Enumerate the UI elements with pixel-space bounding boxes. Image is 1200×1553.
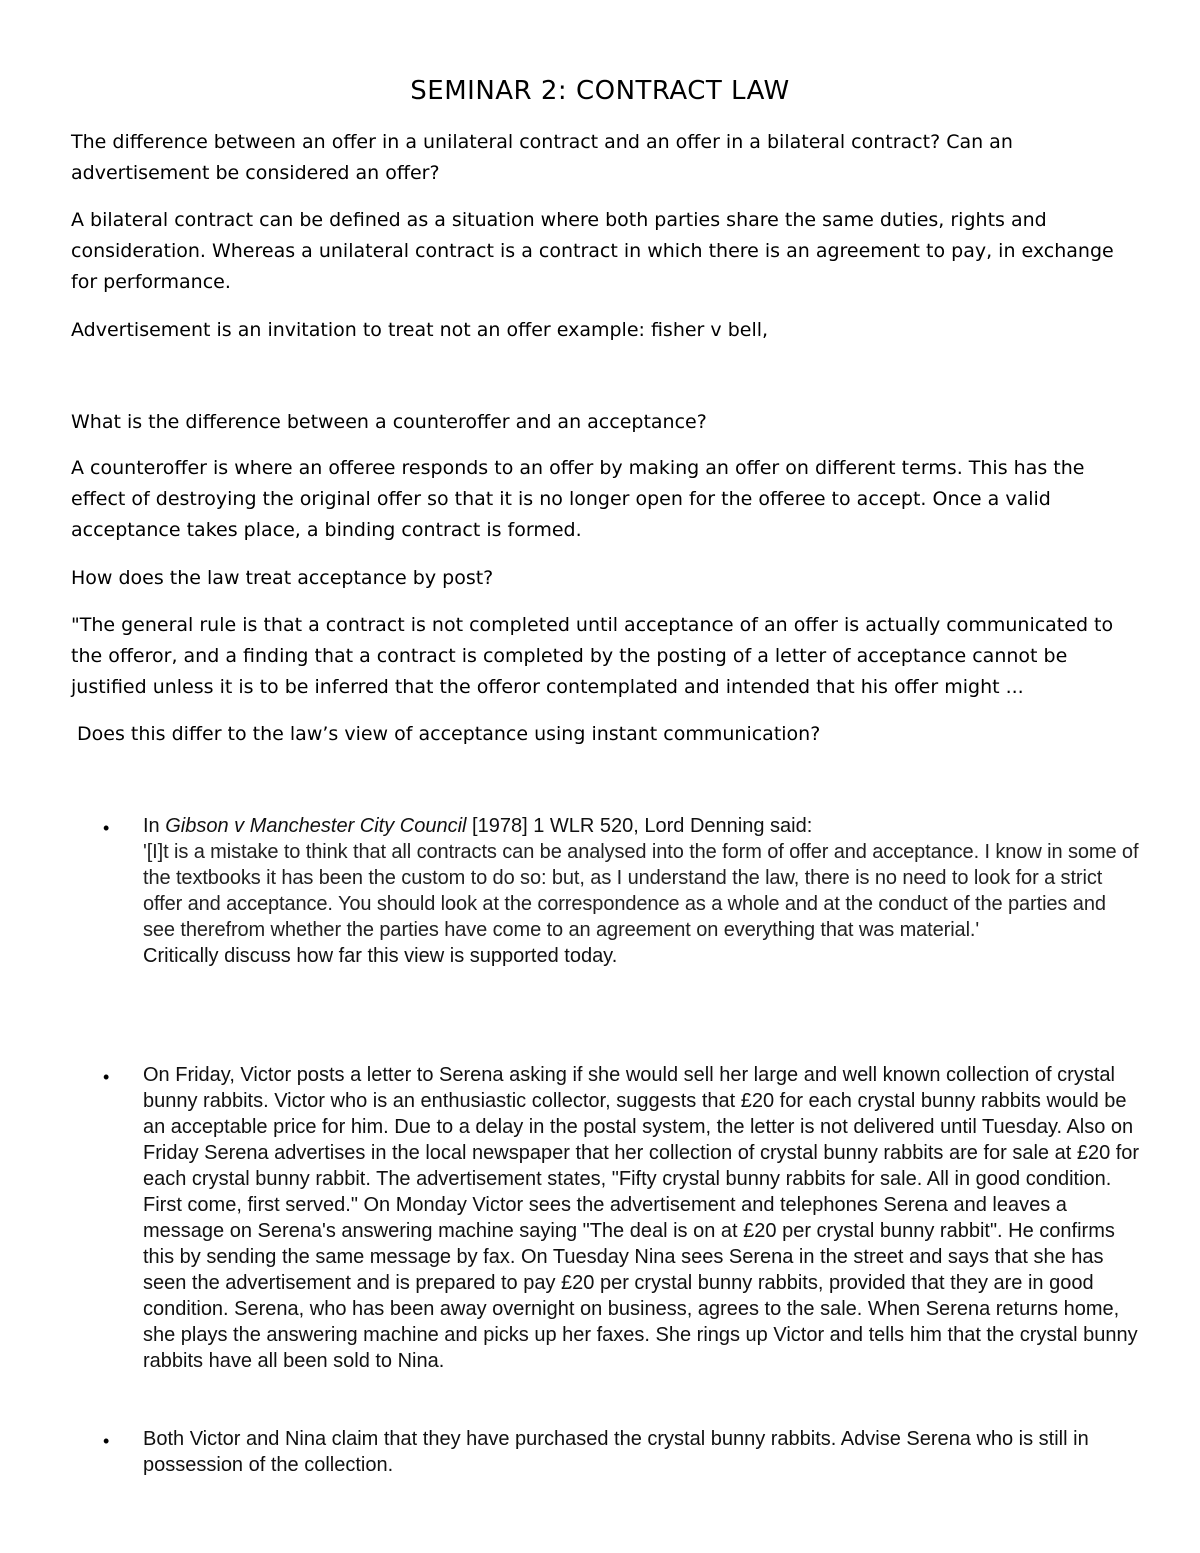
bullet-gibson — [143, 813, 1143, 969]
question-counteroffer: What is the difference between a counteroffer and an acceptance? — [71, 411, 707, 433]
denning-quote: '[I]t is a mistake to think that all contracts can be analysed into the form of offer and acceptance. I know in some of the textbooks it has been the custom to do so: but, as I understand the law, there is no need to look for a strict offer and acceptance. You should look at the correspondence as a whole and at the conduct of the parties and see therefrom whether the parties have come to an agreement on everything that was material.' — [143, 841, 1139, 941]
citation-detail: [1978] 1 WLR 520, Lord Denning said: — [472, 815, 813, 837]
answer-counteroffer: A counteroffer is where an offeree responds to an offer by making an offer on different terms. This has the effect of destroying the original offer so that it is no longer open for the offeree to accept. Once a valid acceptance takes place, a binding contract is formed. — [71, 457, 1085, 541]
citation-prefix: In — [143, 815, 160, 837]
discussion-task: Critically discuss how far this view is supported today. — [143, 945, 618, 967]
case-name: Gibson v Manchester City Council — [165, 815, 467, 837]
bullet-marker: • — [103, 1431, 110, 1451]
bullet-marker: • — [103, 818, 110, 838]
question-instant-communication: Does this differ to the law’s view of acceptance using instant communication? — [77, 723, 821, 745]
bullet-marker: • — [103, 1067, 110, 1087]
question-postal-acceptance: How does the law treat acceptance by post? — [71, 567, 494, 589]
answer-bilateral-unilateral: A bilateral contract can be defined as a situation where both parties share the same duties, rights and consideration. Whereas a unilateral contract is a contract in which there is an agreement to pay, in exchange for performance. — [71, 209, 1114, 293]
page-title: SEMINAR 2: CONTRACT LAW — [410, 76, 790, 106]
bullet-scenario: On Friday, Victor posts a letter to Serena asking if she would sell her large and well known collection of crystal bunny rabbits. Victor who is an enthusiastic collector, suggests that £20 for each crystal bunny rabbits would be an acceptable price for him. Due to a delay in the postal system, the letter is not delivered until Tuesday. Also on Friday Serena advertises in the local newspaper that her collection of crystal bunny rabbits are for sale at £20 for each crystal bunny rabbit. The advertisement states, "Fifty crystal bunny rabbits for sale. All in good condition. First come, first served." On Monday Victor sees the advertisement and telephones Serena and leaves a message on Serena's answering machine saying "The deal is on at £20 per crystal bunny rabbit". He confirms this by sending the same message by fax. On Tuesday Nina sees Serena in the street and says that she has seen the advertisement and is prepared to pay £20 per crystal bunny rabbits, provided that they are in good condition. Serena, who has been away overnight on business, agrees to the sale. When Serena returns home, she plays the answering machine and picks up her faxes. She rings up Victor and tells him that the crystal bunny rabbits have all been sold to Nina. — [143, 1064, 1140, 1372]
gibson-citation — [143, 813, 1143, 839]
answer-advertisement: Advertisement is an invitation to treat not an offer example: fisher v bell, — [71, 319, 769, 341]
answer-postal-rule-quote: "The general rule is that a contract is not completed until acceptance of an offer is actually communicated to the offeror, and a finding that a contract is completed by the posting of a letter of acceptance cannot be justified unless it is to be inferred that the offeror contemplated and intended that his offer might ... — [71, 614, 1114, 698]
question-offer-types: The difference between an offer in a unilateral contract and an offer in a bilateral contract? Can an advertisement be considered an offer? — [71, 131, 1013, 184]
bullet-advise: Both Victor and Nina claim that they have purchased the crystal bunny rabbits. Advise Serena who is still in possession of the collection. — [143, 1428, 1089, 1476]
